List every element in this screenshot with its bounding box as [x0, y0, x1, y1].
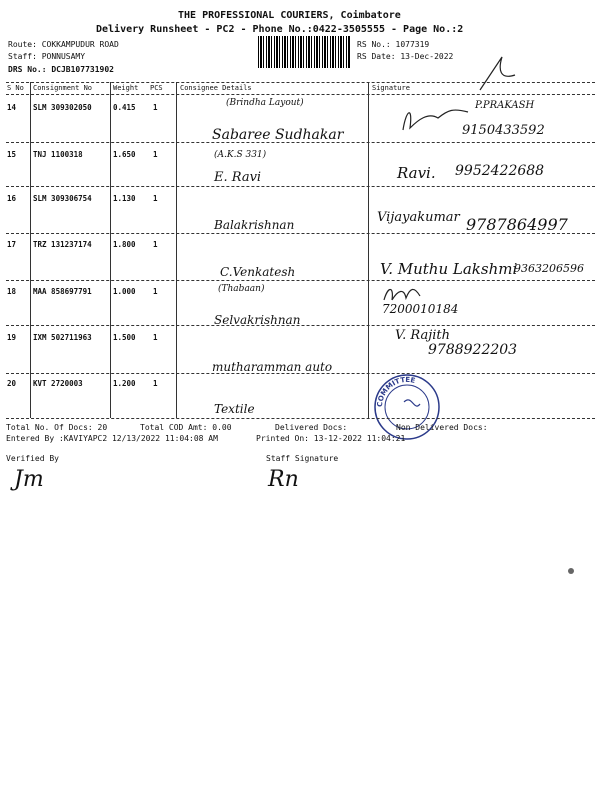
verified-by-label: Verified By — [6, 454, 59, 463]
row-note: (Brindha Layout) — [226, 98, 304, 108]
row-pcs: 1 — [153, 194, 158, 203]
row-phone: 9952422688 — [455, 163, 545, 179]
row-consignee: mutharamman auto — [212, 360, 333, 374]
row-pcs: 1 — [153, 103, 158, 112]
total-cod: Total COD Amt: 0.00 — [140, 423, 232, 432]
staff-signature-mark: Rn — [268, 467, 299, 492]
row-consignment: TNJ 1100318 — [33, 150, 83, 159]
route-label: Route: COKKAMPUDUR ROAD — [8, 40, 119, 49]
row-signature: V. Rajith — [395, 328, 451, 343]
column-divider — [368, 82, 369, 418]
row-sno: 15 — [7, 150, 17, 159]
company-title: THE PROFESSIONAL COURIERS, Coimbatore — [178, 10, 401, 21]
row-phone: 9363206596 — [514, 262, 584, 275]
row-weight: 1.000 — [113, 287, 136, 296]
row-consignment: SLM 309306754 — [33, 194, 92, 203]
header-scribble — [470, 55, 520, 95]
col-signature: Signature — [372, 84, 410, 92]
table-bottom-rule — [6, 418, 595, 419]
row-pcs: 1 — [153, 287, 158, 296]
rs-number: RS No.: 1077319 — [357, 40, 430, 49]
row-pcs: 1 — [153, 150, 158, 159]
row-consignment: TRZ 131237174 — [33, 240, 92, 249]
total-docs: Total No. Of Docs: 20 — [6, 423, 108, 432]
row-sno: 14 — [7, 103, 17, 112]
row-phone: 9150433592 — [462, 123, 545, 138]
col-pcs: PCS — [150, 84, 163, 92]
row-weight: 0.415 — [113, 103, 136, 112]
row-weight: 1.800 — [113, 240, 136, 249]
row-divider — [6, 142, 595, 143]
column-divider — [30, 82, 31, 418]
row-signature: Ravi. — [397, 164, 436, 182]
row-consignee: Selvakrishnan — [214, 313, 301, 327]
row-sno: 16 — [7, 194, 17, 203]
svg-text:COMMITTEE — [376, 376, 416, 407]
row-consignee: C.Venkatesh — [220, 265, 296, 279]
row-note: (Thabaan) — [218, 284, 265, 294]
printed-on: Printed On: 13-12-2022 11:04:21 — [256, 434, 406, 443]
row-phone: 9787864997 — [466, 215, 568, 234]
col-consignee: Consignee Details — [180, 84, 252, 92]
row-divider — [6, 373, 595, 374]
signature-scribble — [398, 100, 473, 135]
row-consignee: Sabaree Sudhakar — [212, 127, 344, 143]
row-pcs: 1 — [153, 333, 158, 342]
row-sno: 17 — [7, 240, 17, 249]
row-pcs: 1 — [153, 379, 158, 388]
signature-scribble — [380, 282, 425, 304]
table-header-rule — [6, 94, 595, 95]
drs-number: DRS No.: DCJB107731902 — [8, 65, 114, 74]
col-consignment: Consignment No — [33, 84, 93, 92]
row-consignment: SLM 309302050 — [33, 103, 92, 112]
row-consignment: KVT 2720003 — [33, 379, 83, 388]
row-consignee: E. Ravi — [214, 170, 262, 185]
row-sno: 18 — [7, 287, 17, 296]
col-weight: Weight — [113, 84, 139, 92]
staff-label: Staff: PONNUSAMY — [8, 52, 86, 61]
column-divider — [110, 82, 111, 418]
row-consignee: Textile — [214, 402, 255, 416]
row-divider — [6, 233, 595, 234]
row-phone: 9788922203 — [428, 342, 518, 358]
runsheet-subtitle: Delivery Runsheet - PC2 - Phone No.:0422-3505555 - Page No.:2 — [96, 24, 464, 35]
row-divider — [6, 280, 595, 281]
row-divider — [6, 186, 595, 187]
row-sno: 19 — [7, 333, 17, 342]
row-consignee: Balakrishnan — [214, 218, 295, 232]
row-weight: 1.500 — [113, 333, 136, 342]
row-weight: 1.650 — [113, 150, 136, 159]
row-sno: 20 — [7, 379, 17, 388]
row-divider — [6, 325, 595, 326]
row-signature: Vijayakumar — [377, 210, 460, 225]
row-signature: P.PRAKASH — [475, 100, 535, 111]
table-top-rule — [6, 82, 595, 83]
row-weight: 1.130 — [113, 194, 136, 203]
scan-speck — [568, 568, 574, 574]
non-delivered-docs: Non Delivered Docs: — [396, 423, 488, 432]
row-consignment: IXM 502711963 — [33, 333, 92, 342]
staff-signature-label: Staff Signature — [266, 454, 339, 463]
row-phone: 7200010184 — [382, 302, 459, 316]
row-note: (A.K.S 331) — [214, 150, 267, 160]
column-divider — [176, 82, 177, 418]
rs-date: RS Date: 13-Dec-2022 — [357, 52, 454, 61]
barcode — [258, 36, 350, 68]
row-weight: 1.200 — [113, 379, 136, 388]
entered-by: Entered By :KAVIYAPC2 12/13/2022 11:04:08 AM — [6, 434, 218, 443]
stamp-text: COMMITTEE — [375, 375, 417, 408]
delivered-docs: Delivered Docs: — [275, 423, 348, 432]
row-signature: V. Muthu Lakshmi — [380, 260, 518, 278]
row-pcs: 1 — [153, 240, 158, 249]
row-consignment: MAA 858697791 — [33, 287, 92, 296]
col-sno: S No — [7, 84, 24, 92]
verified-signature: Jm — [14, 467, 44, 492]
